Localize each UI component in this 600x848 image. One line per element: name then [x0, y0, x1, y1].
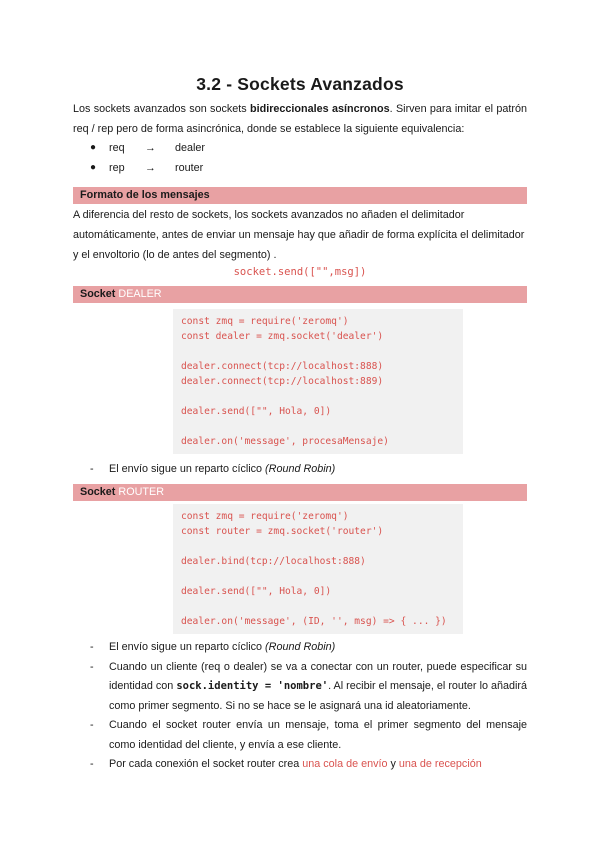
code-line: dealer.send(["", Hola, 0]) [181, 586, 332, 597]
list-item [90, 638, 527, 658]
dash-marker: - [90, 719, 94, 731]
right-arrow-icon: → [145, 162, 156, 174]
inline-code-identity: sock.identity = 'nombre' [176, 680, 329, 692]
code-line: dealer.on('message', (ID, '', msg) => { ... }) [181, 616, 447, 627]
code-blank-line [181, 389, 455, 404]
dealer-notes [90, 460, 527, 480]
intro-paragraph [73, 99, 527, 139]
inline-code-send: socket.send(["",msg]) [233, 266, 367, 278]
equivalence-right: dealer [175, 142, 206, 154]
code-line: dealer.on('message', procesaMensaje) [181, 436, 389, 447]
list-item [90, 158, 205, 178]
bullet-icon: ● [90, 162, 97, 173]
note-text [109, 460, 527, 480]
note-italic: (Round Robin) [265, 641, 336, 653]
note-text [109, 755, 527, 775]
note-text-start: Por cada conexión el socket router crea [109, 758, 303, 770]
router-code-block [173, 504, 463, 634]
equivalence-left: req [109, 142, 125, 154]
code-blank-line [181, 344, 455, 359]
equivalence-left: rep [109, 162, 125, 174]
code-line: dealer.bind(tcp://localhost:888) [181, 556, 366, 567]
note-text [109, 638, 527, 658]
code-line: const router = zmq.socket('router') [181, 526, 384, 537]
highlight-receive-queue: una de recepción [398, 758, 482, 770]
note-text: Cuando el socket router envía un mensaje, toma el primer segmento del mensaje como identidad del cliente, y envía a ese cliente. [109, 719, 527, 751]
dealer-code-block [173, 309, 463, 454]
intro-text-start: Los sockets avanzados son sockets [73, 103, 251, 115]
code-blank-line [181, 599, 455, 614]
code-blank-line [181, 569, 455, 584]
note-text [109, 658, 527, 717]
note-text-mid: y [387, 758, 399, 770]
list-item [90, 658, 527, 717]
equivalence-right: router [175, 162, 204, 174]
code-line: dealer.connect(tcp://localhost:889) [181, 376, 384, 387]
note-italic: (Round Robin) [265, 463, 336, 475]
note-text-end: . Al recibir el mensaje, el router lo añadirá como primer segmento. Si no se hace se le asignará una id aleatoriamente. [109, 680, 528, 712]
heading-prefix: Socket [80, 288, 119, 300]
code-line: const zmq = require('zeromq') [181, 316, 349, 327]
note-text-start: Cuando un cliente (req o dealer) se va a conectar con un router, puede especificar su identidad con [109, 660, 527, 692]
heading-prefix: Socket [80, 486, 119, 498]
right-arrow-icon: → [145, 142, 156, 154]
page-title: 3.2 - Sockets Avanzados [196, 74, 404, 94]
dash-marker: - [90, 641, 94, 653]
list-item [90, 460, 527, 480]
note-text-start: El envío sigue un reparto cíclico [109, 641, 266, 653]
note-text-start: El envío sigue un reparto cíclico [109, 463, 266, 475]
code-blank-line [181, 419, 455, 434]
dash-marker: - [90, 758, 94, 770]
section-heading-dealer [73, 286, 527, 303]
bullet-icon: ● [90, 142, 97, 153]
code-line: const dealer = zmq.socket('dealer') [181, 331, 384, 342]
code-line: const zmq = require('zeromq') [181, 511, 349, 522]
equivalence-list [90, 138, 205, 178]
list-item [90, 716, 527, 755]
section-heading-router [73, 484, 527, 501]
section-heading-format: Formato de los mensajes [73, 187, 527, 204]
dash-marker: - [90, 660, 94, 673]
dash-marker: - [90, 463, 94, 475]
intro-text-end: . Sirven para imitar el patrón req / rep pero de forma asincrónica, donde se establece la siguiente equivalencia: [73, 103, 528, 135]
code-blank-line [181, 539, 455, 554]
heading-highlight: ROUTER [118, 486, 164, 498]
intro-bold-text: bidireccionales asíncronos [250, 103, 390, 115]
list-item [90, 138, 205, 158]
code-line: dealer.send(["", Hola, 0]) [181, 406, 332, 417]
highlight-send-queue: una cola de envío [302, 758, 388, 770]
code-line: dealer.connect(tcp://localhost:888) [181, 361, 384, 372]
format-paragraph: A diferencia del resto de sockets, los sockets avanzados no añaden el delimitador automáticamente, antes de enviar un mensaje hay que añadir de forma explícita el delimitador y el envoltorio (lo de antes del segmento) . [73, 209, 525, 261]
list-item [90, 755, 527, 775]
router-notes [90, 638, 527, 775]
heading-highlight: DEALER [118, 288, 162, 300]
